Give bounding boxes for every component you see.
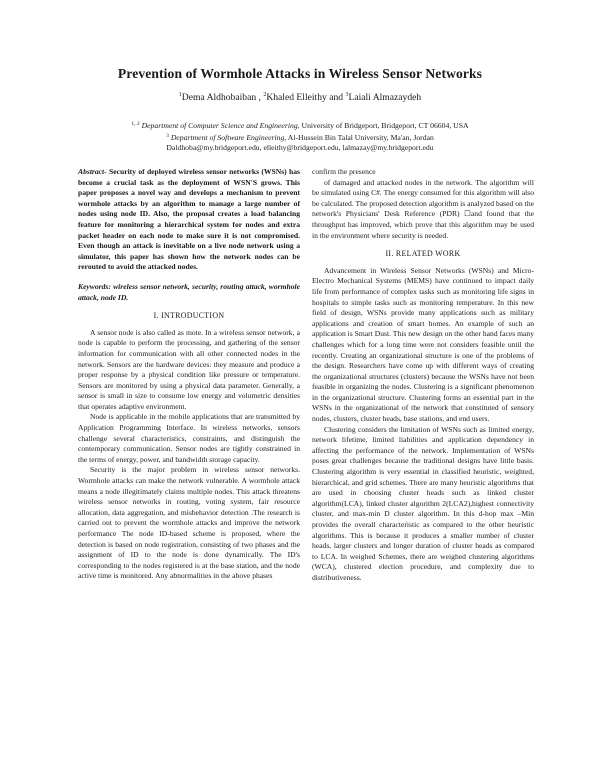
affiliation-2-rest: , Al-Hussein Bin Talal University, Ma'an, Jordan	[284, 133, 434, 142]
affiliation-1-sup: 1, 2	[131, 121, 140, 127]
keywords: Keywords: wireless sensor network, security, routing attack, wormhole attack, node ID.	[78, 281, 300, 302]
author-2-sup: 2	[263, 92, 267, 98]
intro-paragraph-1: A sensor node is also called as mote. In a wireless sensor network, a node is capable to perform the processing, and gathering of the sensor information for communication with all other connected nodes in the network. Sensors are the hardware devices: they measure and produce a proper response by a physical condition like pressure or temperature. Sensors are monitored by using a physical data parameter. Generally, a sensor is small in size to consume low energy and volumetric densities that operates adaptive environment.	[78, 327, 300, 411]
related-paragraph-1: Advancement in Wireless Sensor Networks (WSNs) and Micro-Electro Mechanical Systems (MEMS) have continued to impact daily life from performance of complex tasks such as monitoring life signs in hospitals to simple tasks such as monitoring temperature. In this new field of design, WSNs provide many applications such as military applications and creation of smart homes. An example of such an application is Smart Dust. This new design on the other hand faces many challenges which for a long time were not considers feasible until the recently. Creating an organizational structure is one of the problems of the design. Researchers have come up with different ways of creating the organizational structures (clusters) because the WSNs have not been feasible in organizing the nodes. Clustering is a significant phenomenon in the organizational structure. Clustering forms an essential part in the WSNs in the organizational of the network that constituted of sensory nodes, clusters, cluster heads, base stations, and end users.	[312, 265, 534, 424]
abstract-lead: Abstract-	[78, 167, 107, 176]
affiliation-2	[40, 131, 560, 143]
author-1-name: Dema Aldhobaiban ,	[181, 92, 264, 103]
right-column	[312, 167, 534, 584]
author-emails: Daldhoba@my.bridgeport.edu, elleithy@bridgeport.edu, lalmazay@my.bridgeport.edu	[166, 143, 434, 152]
right-paragraph-0: confirm the presence	[312, 167, 376, 176]
author-line	[40, 92, 560, 103]
author-3-name: Laiali Almazaydeh	[348, 92, 422, 103]
affiliation-1-dept: Department of Computer Science and Engineering	[139, 121, 298, 130]
abstract-body: Security of deployed wireless sensor networks (WSNs) has become a crucial task as the deployment of WSN'S grows. This paper proposes a novel way and develops a mechanism to prevent wormhole attacks by an algorithm to manage a large number of nodes using node ID. Also, the proposal creates a load balancing feature for monitoring a hierarchical system for nodes and extra packet header on each node to make sure it is not compromised. Even though an attack is inevitable on a live node network using a simulator, this paper has shown how the network nodes can be rerouted to avoid the attacked nodes.	[78, 167, 300, 272]
author-1-sup: 1	[178, 92, 182, 98]
author-2-name: Khaled Elleithy and	[266, 92, 346, 103]
right-paragraph-1: of damaged and attacked nodes in the network. The algorithm will be simulated using C#. The energy consumed for this algorithm will also be calculated. The proposed detection algorithm is analyzed based on the network's Physicians' Desk Reference (PDR) ☐and found that the throughput has improved, which prove that this algorithm may be used in the environment where security is needed.	[312, 177, 534, 240]
section-2-heading: II. RELATED WORK	[385, 249, 461, 259]
affiliation-2-dept: Department of Software Engineering	[168, 133, 285, 142]
paper-title: Prevention of Wormhole Attacks in Wireless Sensor Networks	[117, 66, 483, 81]
author-3-sup: 3	[345, 92, 349, 98]
left-column	[78, 167, 300, 582]
affiliation-1-rest: , University of Bridgeport, Bridgeport, CT 06604, USA	[297, 121, 469, 130]
section-1-heading: I. INTRODUCTION	[153, 311, 225, 321]
intro-paragraph-3: Security is the major problem in wireless sensor networks. Wormhole attacks can make the network vulnerable. A wormhole attack means a node illegitimately claims multiple nodes. This attack threatens wireless sensor networks in routing, voting system, fair resource allocation, data aggregation, and misbehavior detection .The research is carried out to prevent the wormhole attacks and improve the network performance The node ID-based scheme is proposed, where the detection is based on node registration, consisting of two phases and the assignment of ID to the node is done dynamically. The ID's corresponding to the nodes registered is at the base station, and the node active time is monitored. Any abnormalities in the above phases	[78, 465, 300, 581]
abstract	[78, 167, 300, 273]
affiliation-1	[40, 119, 560, 131]
related-paragraph-2: Clustering considers the limitation of WSNs such as limited energy, network lifetime, limited liabilities and application dependency in affecting the performance of the network. Implementation of WSNs poses great challenges because the traditional designs have little basis. Clustering algorithm is very essential in classified heuristic, weighted, hierarchical, and grid schemes. There are many heuristic algorithms that are used in choosing cluster heads such as linked cluster algorithm(LCA), linked cluster algorithm 2(LCA2),highest connectivity cluster, and max-min D cluster algorithm. In this d-hop max –Min provides the overall characteristic as compared to the other heuristic algorithms. This is because it produces a smaller number of cluster heads, larger clusters and longer duration of cluster heads as compared to LCA. In weighed Schemes, there are weighed clustering algorithms (WCA), clustered election procedure, and complexity due to distributiveness.	[312, 424, 534, 582]
intro-paragraph-2: Node is applicable in the mobile applications that are transmitted by Application Programming Interface. In wireless networks, sensors challenge several characteristics, constraints, and distinguish the contemporary communication. Sensor nodes are tightly constrained in the terms of energy, power, and bandwidth storage capacity.	[78, 412, 300, 464]
affiliation-2-sup: 3	[166, 133, 169, 139]
